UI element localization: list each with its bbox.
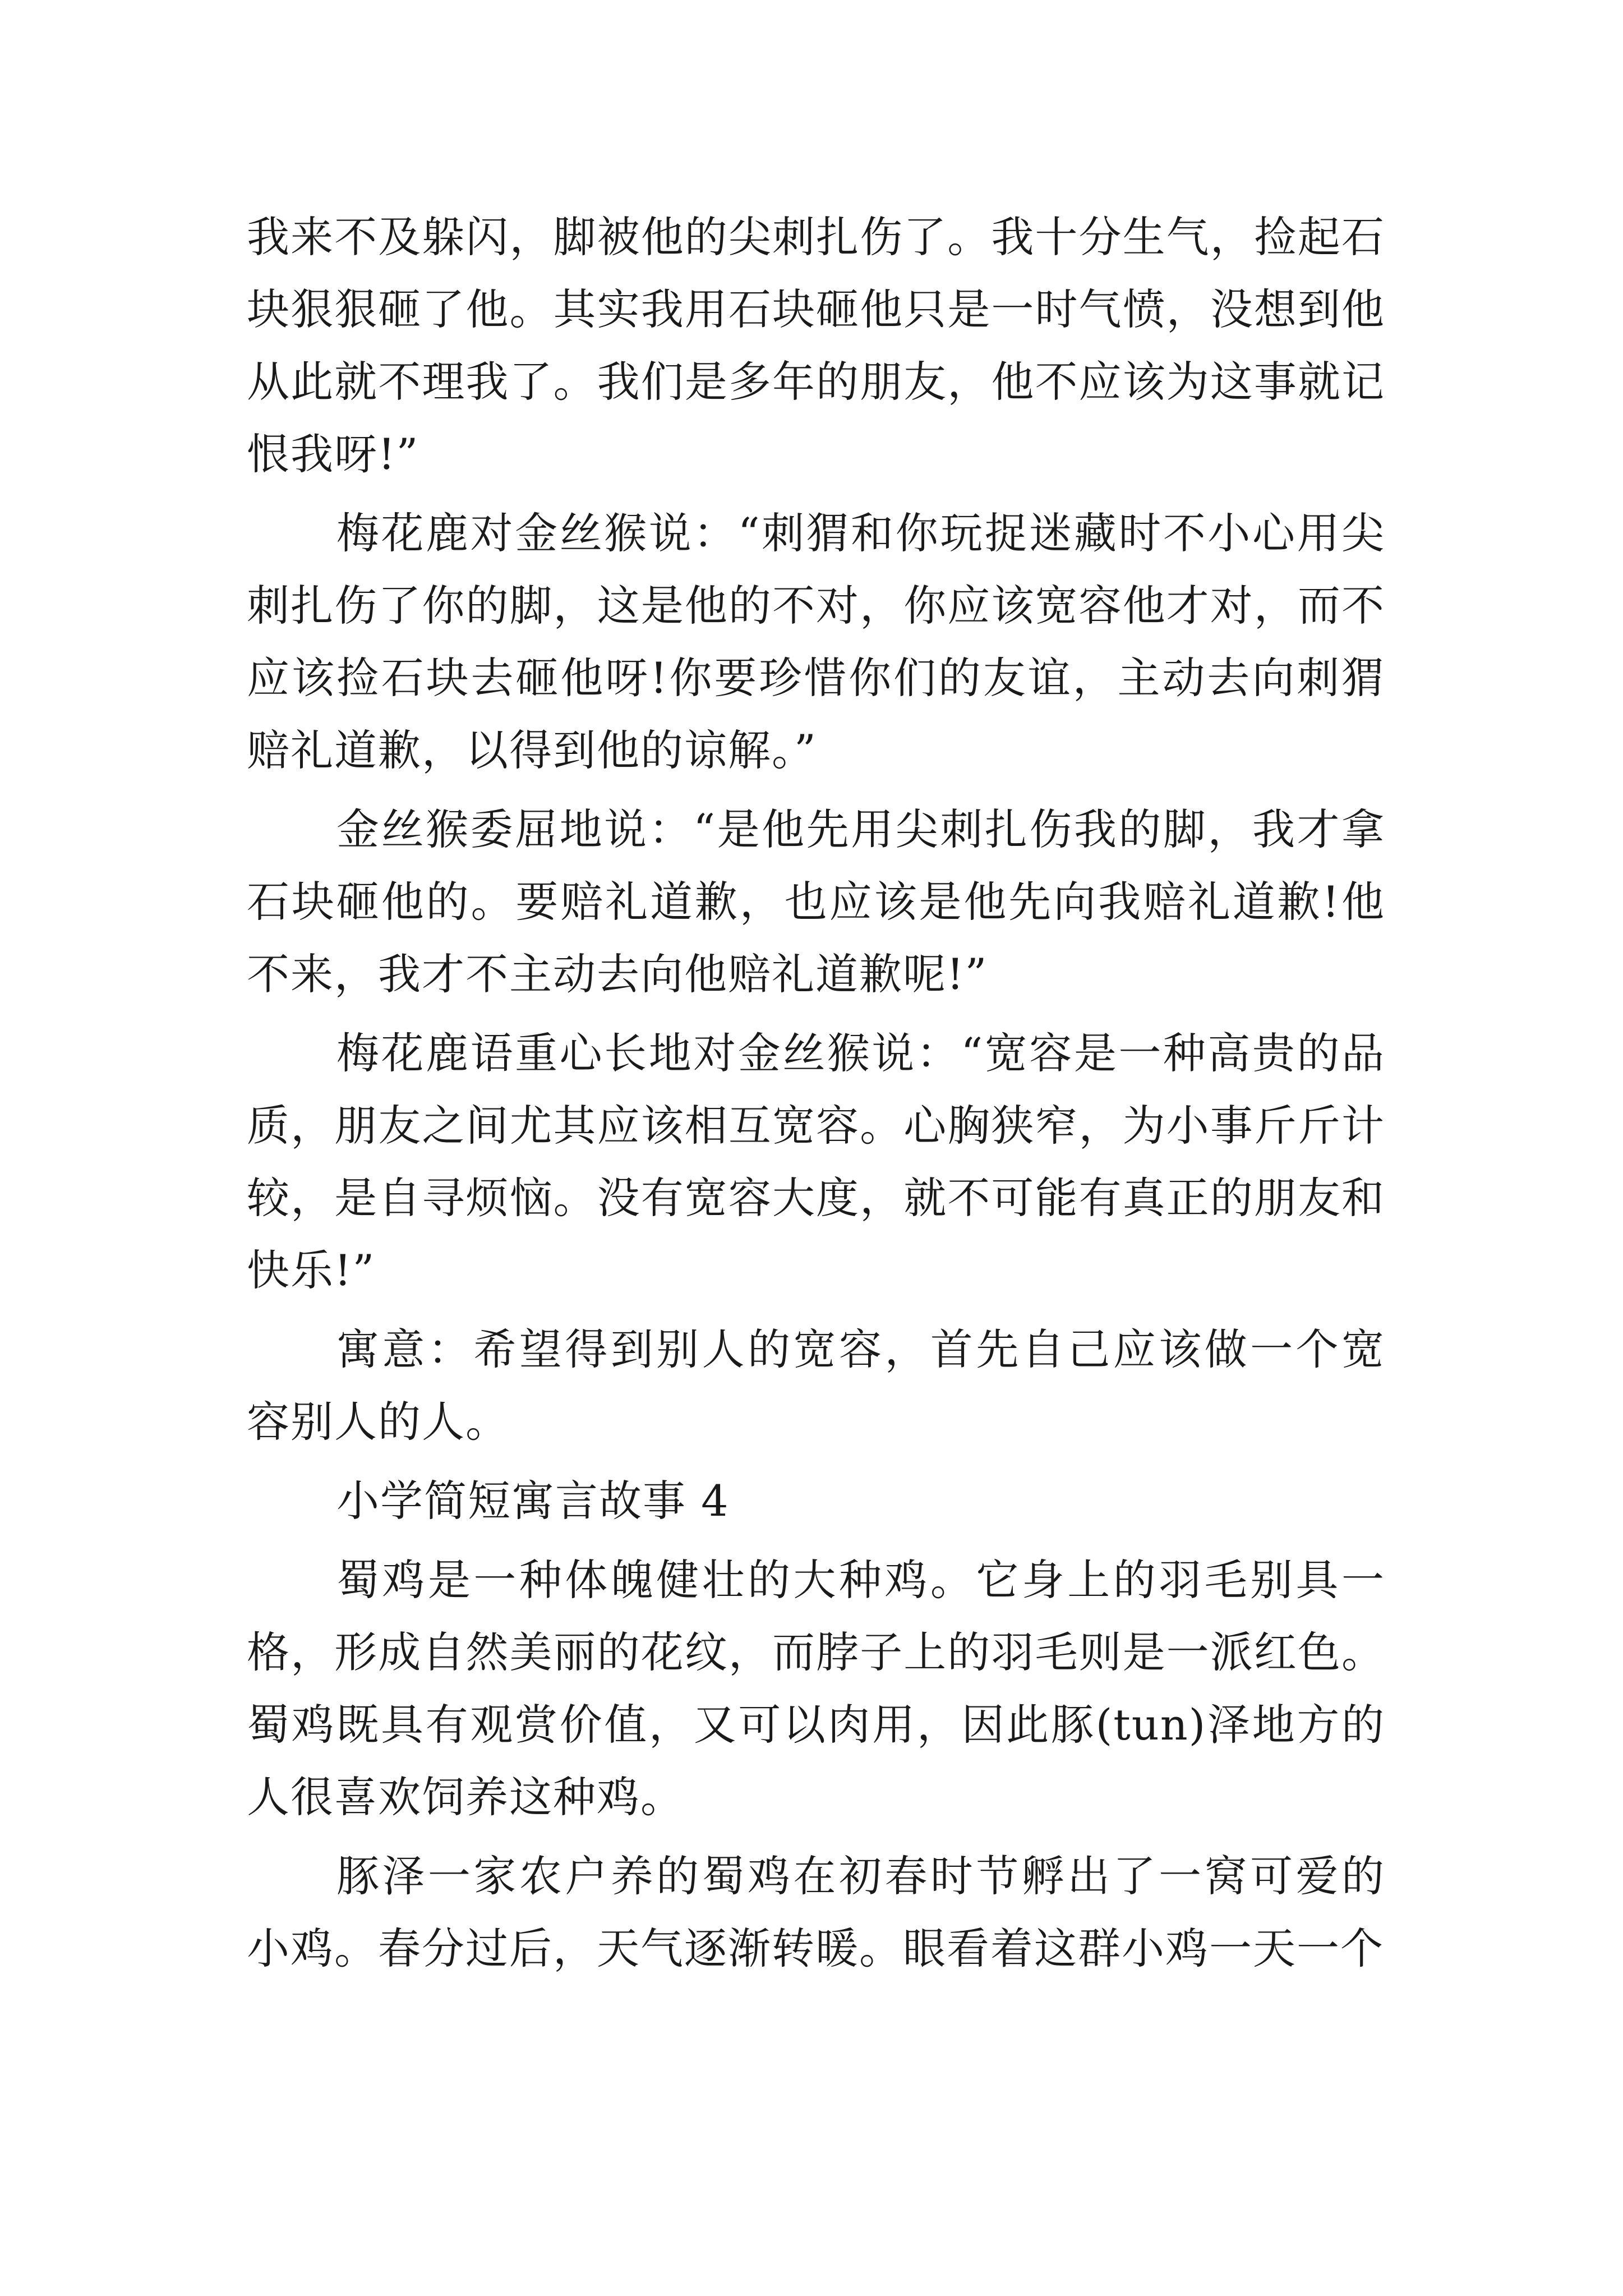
- paragraph-shu-chicken-chicks: 豚泽一家农户养的蜀鸡在初春时节孵出了一窝可爱的小鸡。春分过后，天气逐渐转暖。眼看着这群小鸡一天一个: [247, 1851, 1385, 1973]
- paragraph-tolerance-lesson: 梅花鹿语重心长地对金丝猴说：“宽容是一种高贵的品质，朋友之间尤其应该相互宽容。心胸狭窄，为小事斤斤计较，是自寻烦恼。没有宽容大度，就不可能有真正的朋友和快乐!”: [247, 1028, 1385, 1295]
- paragraph-monkey-reply: 金丝猴委屈地说：“是他先用尖刺扎伤我的脚，我才拿石块砸他的。要赔礼道歉，也应该是他先向我赔礼道歉!他不来，我才不主动去向他赔礼道歉呢!”: [247, 804, 1385, 999]
- paragraph-continuation: 我来不及躲闪，脚被他的尖刺扎伤了。我十分生气，捡起石块狠狠砸了他。其实我用石块砸他只是一时气愤，没想到他从此就不理我了。我们是多年的朋友，他不应该为这事就记恨我呀!”: [247, 212, 1385, 479]
- paragraph-sika-deer-advice: 梅花鹿对金丝猴说：“刺猬和你玩捉迷藏时不小心用尖刺扎伤了你的脚，这是他的不对，你应该宽容他才对，而不应该捡石块去砸他呀!你要珍惜你们的友谊，主动去向刺猬赔礼道歉，以得到他的谅解。”: [247, 508, 1385, 775]
- paragraph-shu-chicken-intro: 蜀鸡是一种体魄健壮的大种鸡。它身上的羽毛别具一格，形成自然美丽的花纹，而脖子上的羽毛则是一派红色。蜀鸡既具有观赏价值，又可以肉用，因此豚(tun)泽地方的人很喜欢饲养这种鸡。: [247, 1555, 1385, 1822]
- document-body: [247, 201, 1385, 1991]
- section-heading: 小学简短寓言故事 4: [336, 1476, 730, 1526]
- paragraph-moral: 寓意：希望得到别人的宽容，首先自己应该做一个宽容别人的人。: [247, 1324, 1385, 1447]
